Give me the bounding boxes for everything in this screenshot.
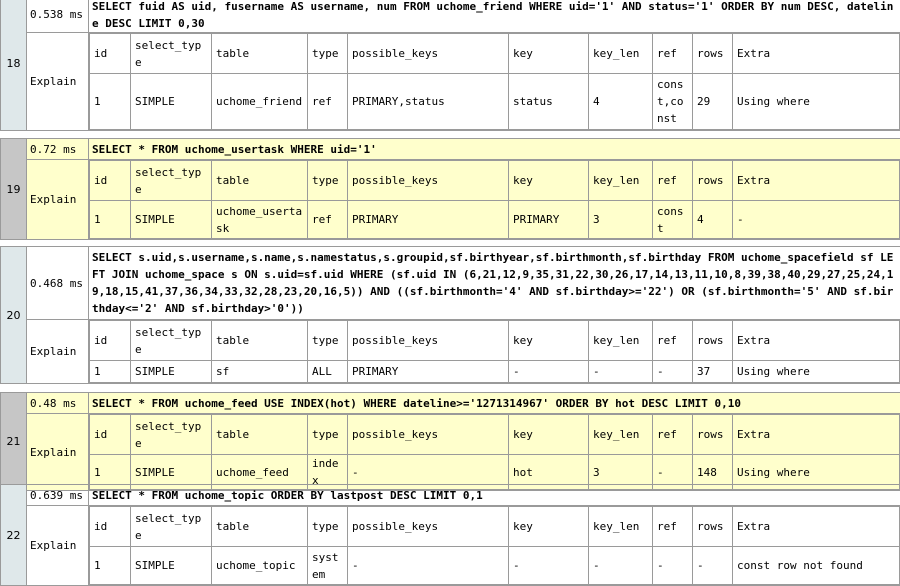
col-header: possible_keys [348, 507, 509, 547]
col-header: possible_keys [348, 161, 509, 201]
col-header: Extra [733, 507, 900, 547]
explain-header-row [90, 507, 900, 547]
cell-ref: - [653, 455, 693, 490]
col-header: ref [653, 161, 693, 201]
explain-label: Explain [27, 33, 89, 131]
query-number: 20 [1, 247, 27, 384]
explain-table-cell [89, 506, 900, 586]
col-header: ref [653, 321, 693, 361]
explain-header-row [90, 34, 900, 74]
explain-table-cell [89, 33, 900, 131]
explain-data-row [90, 201, 900, 239]
query-number: 21 [1, 393, 27, 491]
col-header: rows [693, 34, 733, 74]
cell-key: PRIMARY [509, 201, 589, 239]
col-header: select_type [131, 34, 212, 74]
cell-possible-keys: PRIMARY [348, 201, 509, 239]
query-sql: SELECT * FROM uchome_topic ORDER BY lastpost DESC LIMIT 0,1 [89, 485, 900, 506]
cell-ref: - [653, 547, 693, 585]
col-header: id [90, 415, 131, 455]
col-header: key [509, 321, 589, 361]
cell-table: sf [212, 361, 308, 383]
col-header: ref [653, 415, 693, 455]
query-block-20 [0, 246, 900, 384]
cell-key: hot [509, 455, 589, 490]
explain-label: Explain [27, 320, 89, 384]
col-header: select_type [131, 507, 212, 547]
cell-extra: Using where [733, 361, 900, 383]
query-sql: SELECT fuid AS uid, fusername AS username, num FROM uchome_friend WHERE uid='1' AND status='1' ORDER BY num DESC, dateline DESC LIMIT 0,30 [89, 0, 900, 33]
col-header: table [212, 161, 308, 201]
cell-rows: - [693, 547, 733, 585]
cell-type: index [308, 455, 348, 490]
cell-rows: 29 [693, 74, 733, 130]
cell-key-len: 3 [589, 201, 653, 239]
query-sql: SELECT s.uid,s.username,s.name,s.namestatus,s.groupid,sf.birthyear,sf.birthmonth,sf.birthday FROM uchome_spacefield sf LEFT JOIN uchome_space s ON s.uid=sf.uid WHERE (sf.uid IN (6,21,12,9,35,31,22,30,26,17,14,13,11,10,8,39,38,40,29,27,25,24,19,18,15,41,37,36,34,33,32,28,23,20,16,5)) AND ((sf.birthmonth='4' AND sf.birthday>='22') OR (sf.birthmonth='5' AND sf.birthday<='2' AND sf.birthday>'0')) [89, 247, 900, 320]
cell-extra: Using where [733, 455, 900, 490]
col-header: select_type [131, 415, 212, 455]
explain-table [89, 414, 900, 490]
cell-extra: - [733, 201, 900, 239]
cell-rows: 148 [693, 455, 733, 490]
query-number: 22 [1, 485, 27, 586]
col-header: key [509, 415, 589, 455]
cell-table: uchome_topic [212, 547, 308, 585]
explain-table [89, 320, 900, 383]
explain-table-cell [89, 320, 900, 384]
col-header: ref [653, 34, 693, 74]
cell-rows: 37 [693, 361, 733, 383]
col-header: Extra [733, 161, 900, 201]
cell-ref: const,const [653, 74, 693, 130]
cell-type: ref [308, 74, 348, 130]
cell-select-type: SIMPLE [131, 74, 212, 130]
explain-label: Explain [27, 506, 89, 586]
cell-key-len: - [589, 547, 653, 585]
query-number: 18 [1, 0, 27, 131]
col-header: type [308, 34, 348, 74]
cell-possible-keys: - [348, 547, 509, 585]
col-header: type [308, 161, 348, 201]
cell-possible-keys: - [348, 455, 509, 490]
explain-label: Explain [27, 160, 89, 240]
explain-label: Explain [27, 414, 89, 491]
col-header: key_len [589, 415, 653, 455]
explain-table-cell [89, 414, 900, 491]
query-time: 0.72 ms [27, 139, 89, 160]
cell-key-len: 3 [589, 455, 653, 490]
explain-data-row [90, 547, 900, 585]
col-header: Extra [733, 34, 900, 74]
cell-table: uchome_feed [212, 455, 308, 490]
col-header: key_len [589, 161, 653, 201]
col-header: table [212, 507, 308, 547]
col-header: ref [653, 507, 693, 547]
col-header: id [90, 161, 131, 201]
col-header: possible_keys [348, 34, 509, 74]
col-header: key [509, 507, 589, 547]
cell-rows: 4 [693, 201, 733, 239]
cell-ref: const [653, 201, 693, 239]
col-header: select_type [131, 161, 212, 201]
col-header: type [308, 321, 348, 361]
cell-table: uchome_usertask [212, 201, 308, 239]
query-time: 0.639 ms [27, 485, 89, 506]
col-header: id [90, 321, 131, 361]
col-header: type [308, 415, 348, 455]
explain-table [89, 506, 900, 585]
cell-type: system [308, 547, 348, 585]
cell-type: ALL [308, 361, 348, 383]
col-header: type [308, 507, 348, 547]
explain-table [89, 160, 900, 239]
col-header: possible_keys [348, 415, 509, 455]
query-sql: SELECT * FROM uchome_feed USE INDEX(hot) WHERE dateline>='1271314967' ORDER BY hot DESC LIMIT 0,10 [89, 393, 900, 414]
col-header: key [509, 161, 589, 201]
cell-type: ref [308, 201, 348, 239]
cell-key: - [509, 547, 589, 585]
query-block-18 [0, 0, 900, 131]
col-header: table [212, 34, 308, 74]
cell-possible-keys: PRIMARY [348, 361, 509, 383]
cell-possible-keys: PRIMARY,status [348, 74, 509, 130]
explain-header-row [90, 321, 900, 361]
col-header: rows [693, 161, 733, 201]
cell-select-type: SIMPLE [131, 201, 212, 239]
col-header: possible_keys [348, 321, 509, 361]
col-header: rows [693, 507, 733, 547]
explain-table-cell [89, 160, 900, 240]
cell-extra: const row not found [733, 547, 900, 585]
query-block-19 [0, 138, 900, 240]
col-header: rows [693, 321, 733, 361]
query-time: 0.48 ms [27, 393, 89, 414]
query-sql: SELECT * FROM uchome_usertask WHERE uid='1' [89, 139, 900, 160]
query-number: 19 [1, 139, 27, 240]
col-header: select_type [131, 321, 212, 361]
col-header: table [212, 321, 308, 361]
cell-id: 1 [90, 547, 131, 585]
cell-ref: - [653, 361, 693, 383]
cell-id: 1 [90, 201, 131, 239]
cell-id: 1 [90, 361, 131, 383]
cell-key-len: 4 [589, 74, 653, 130]
cell-key: status [509, 74, 589, 130]
col-header: id [90, 34, 131, 74]
explain-data-row [90, 361, 900, 383]
col-header: key [509, 34, 589, 74]
cell-select-type: SIMPLE [131, 547, 212, 585]
explain-header-row [90, 161, 900, 201]
query-block-21 [0, 392, 900, 491]
cell-select-type: SIMPLE [131, 455, 212, 490]
col-header: key_len [589, 321, 653, 361]
explain-header-row [90, 415, 900, 455]
col-header: id [90, 507, 131, 547]
query-time: 0.468 ms [27, 247, 89, 320]
explain-table [89, 33, 900, 130]
cell-extra: Using where [733, 74, 900, 130]
cell-key: - [509, 361, 589, 383]
explain-data-row [90, 74, 900, 130]
cell-select-type: SIMPLE [131, 361, 212, 383]
cell-key-len: - [589, 361, 653, 383]
query-block-22 [0, 484, 900, 586]
col-header: key_len [589, 34, 653, 74]
col-header: Extra [733, 321, 900, 361]
cell-id: 1 [90, 74, 131, 130]
cell-table: uchome_friend [212, 74, 308, 130]
col-header: rows [693, 415, 733, 455]
col-header: key_len [589, 507, 653, 547]
cell-id: 1 [90, 455, 131, 490]
query-time: 0.538 ms [27, 0, 89, 33]
col-header: table [212, 415, 308, 455]
col-header: Extra [733, 415, 900, 455]
